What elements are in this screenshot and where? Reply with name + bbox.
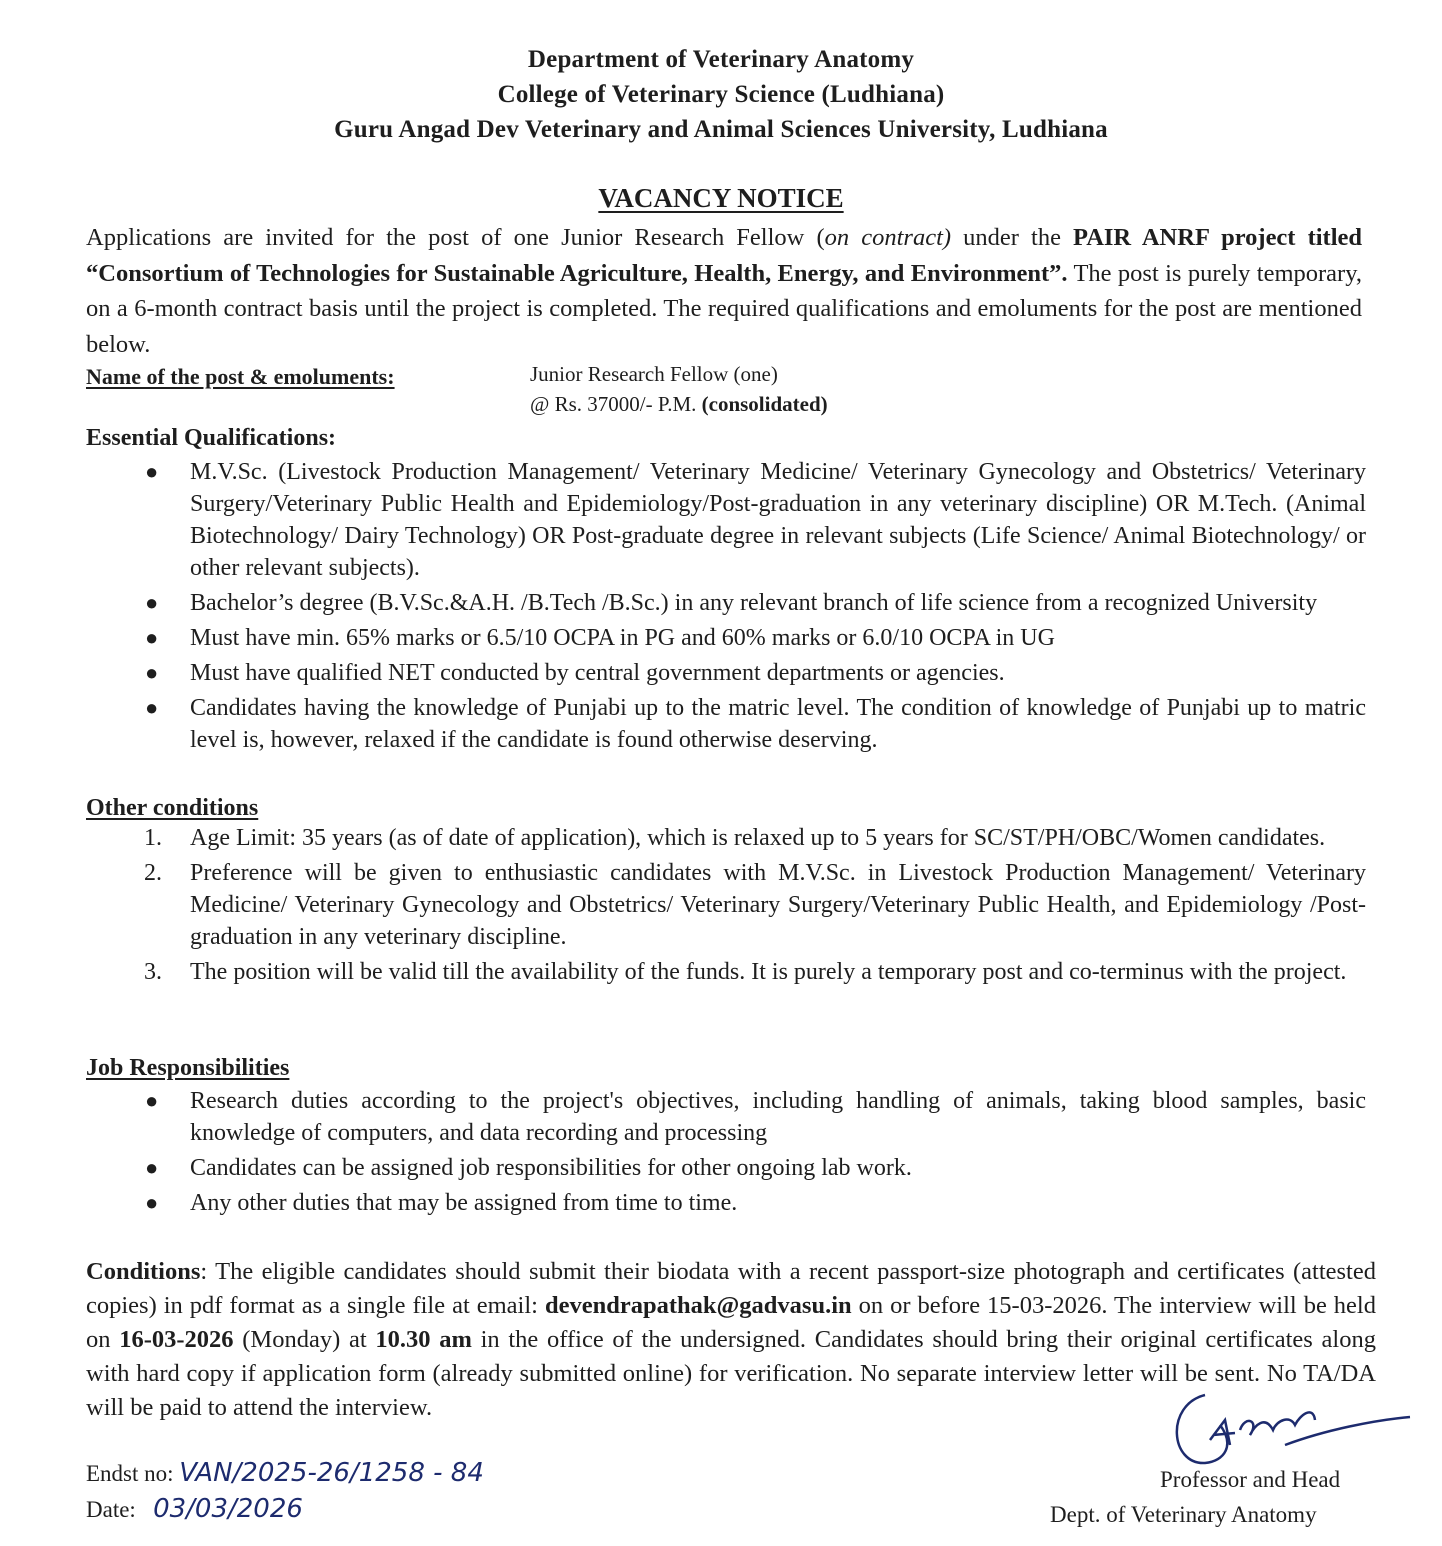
notice-title (0, 183, 1442, 214)
bullet-icon: ● (145, 1088, 159, 1113)
qualification-item (140, 657, 1366, 689)
responsibility-text: Candidates can be assigned job responsibilities for other ongoing lab work. (190, 1155, 912, 1181)
post-salary (530, 392, 828, 417)
conditions-text-4: in the office of the undersigned. Candidates should bring their original certificates along with hard copy if application form (already submitted online) for verification. No separate interview letter will be sent. No TA/DA will be paid to attend the interview. (86, 1326, 1376, 1421)
signatory-department: Dept. of Veterinary Anatomy (1050, 1502, 1317, 1527)
responsibility-item (140, 1085, 1366, 1149)
responsibility-item (140, 1152, 1366, 1184)
bullet-icon: ● (145, 1155, 159, 1180)
qualification-text: Must have qualified NET conducted by central government departments or agencies. (190, 660, 1005, 686)
bullet-icon: ● (145, 660, 159, 685)
bullet-icon: ● (145, 695, 159, 720)
on-contract-text: on contract) (824, 224, 952, 251)
responsibility-item (140, 1187, 1366, 1219)
qualification-item (140, 692, 1366, 756)
condition-item (140, 857, 1366, 953)
date-label: Date: (86, 1497, 136, 1522)
signature-icon (1165, 1385, 1425, 1475)
essential-qualifications-heading: Essential Qualifications: (86, 425, 337, 451)
condition-text: Preference will be given to enthusiastic candidates with M.V.Sc. in Livestock Production Management/ Veterinary Medicine/ Veterinary Gynecology and Obstetrics/ Veterinary Surgery/Veterinary Public Health, and Epidemiology /Post-graduation in any veterinary discipline. (190, 860, 1366, 950)
post-label: Name of the post & emoluments: (86, 364, 395, 389)
date-value: 03/03/2026 (153, 1494, 303, 1524)
endorsement-number (86, 1458, 484, 1488)
qualification-text: Candidates having the knowledge of Punjabi up to the matric level. The condition of knowledge of Punjabi up to matric level is, however, relaxed if the candidate is found otherwise deserving. (190, 695, 1366, 753)
qualification-text: Must have min. 65% marks or 6.5/10 OCPA in PG and 60% marks or 6.0/10 OCPA in UG (190, 625, 1055, 651)
condition-text: Age Limit: 35 years (as of date of application), which is relaxed up to 5 years for SC/ST/PH/OBC/Women candidates. (190, 825, 1326, 851)
contact-email: devendrapathak@gadvasu.in (544, 1292, 852, 1319)
department-name: Department of Veterinary Anatomy (527, 46, 915, 73)
responsibility-text: Any other duties that may be assigned from time to time. (190, 1190, 738, 1216)
bullet-icon: ● (145, 625, 159, 650)
qualification-item (140, 456, 1366, 584)
bullet-icon: ● (145, 1190, 159, 1215)
project-name: PAIR ANRF project titled “Consortium of Technologies for Sustainable Agriculture, Health, Energy, and Environment”. (86, 224, 1363, 287)
conditions-text-1: : The eligible candidates should submit their biodata with a recent passport-size photograph and certificates (attested copies) in pdf format as a single file at email: (86, 1258, 1376, 1319)
university-name: Guru Angad Dev Veterinary and Animal Sciences University, Ludhiana (334, 116, 1108, 143)
intro-paragraph (86, 220, 1362, 362)
bullet-icon: ● (145, 590, 159, 615)
college-name: College of Veterinary Science (Ludhiana) (497, 81, 945, 108)
condition-item (140, 822, 1366, 854)
intro-text-2: under the (951, 224, 1074, 251)
conditions-label: Conditions (86, 1258, 201, 1285)
intro-text-1: Applications are invited for the post of one Junior Research Fellow ( (86, 224, 825, 251)
salary-consolidated: (consolidated) (701, 392, 828, 416)
post-name: Junior Research Fellow (one) (530, 362, 778, 386)
notice-title-text: VACANCY NOTICE (598, 183, 844, 213)
job-responsibilities-list (140, 1085, 1366, 1219)
qualification-item (140, 587, 1366, 619)
conditions-text-3: (Monday) at (233, 1326, 376, 1353)
salary-amount: @ Rs. 37000/- P.M. (530, 392, 702, 416)
condition-item (140, 956, 1366, 988)
job-responsibilities-heading: Job Responsibilities (86, 1055, 290, 1081)
endst-value: VAN/2025-26/1258 - 84 (179, 1458, 484, 1488)
responsibility-text: Research duties according to the project's objectives, including handling of animals, taking blood samples, basic knowledge of computers, and data recording and processing (190, 1088, 1366, 1146)
qualification-text: Bachelor’s degree (B.V.Sc.&A.H. /B.Tech /B.Sc.) in any relevant branch of life science from a recognized University (190, 590, 1318, 616)
item-number: 3. (144, 959, 162, 985)
qualification-text: M.V.Sc. (Livestock Production Management/ Veterinary Medicine/ Veterinary Gynecology and Obstetrics/ Veterinary Surgery/Veterinary Public Health and Epidemiology/Post-graduation in any veterinary discipline) OR M.Tech. (Animal Biotechnology/ Dairy Technology) OR Post-graduate degree in relevant subjects (Life Science/ Animal Biotechnology/ or other relevant subjects). (190, 459, 1366, 581)
intro-text-3: The post is purely temporary, on a 6-month contract basis until the project is completed. The required qualifications and emoluments for the post are mentioned below. (86, 259, 1362, 358)
essential-qualifications-list (140, 456, 1366, 756)
qualification-item (140, 622, 1366, 654)
item-number: 2. (144, 860, 162, 886)
endst-label: Endst no: (86, 1461, 174, 1486)
signatory-title: Professor and Head (1160, 1467, 1341, 1492)
other-conditions-heading: Other conditions (86, 795, 259, 821)
bullet-icon: ● (145, 459, 159, 484)
interview-date: 16-03-2026 (119, 1326, 234, 1353)
condition-text: The position will be valid till the availability of the funds. It is purely a temporary post and co-terminus with the project. (190, 959, 1347, 985)
interview-time: 10.30 am (375, 1326, 472, 1353)
conditions-text-2: on or before 15-03-2026. The interview will be held on (86, 1292, 1376, 1353)
other-conditions-list (140, 822, 1366, 988)
item-number: 1. (144, 825, 162, 851)
document-date (86, 1494, 303, 1524)
